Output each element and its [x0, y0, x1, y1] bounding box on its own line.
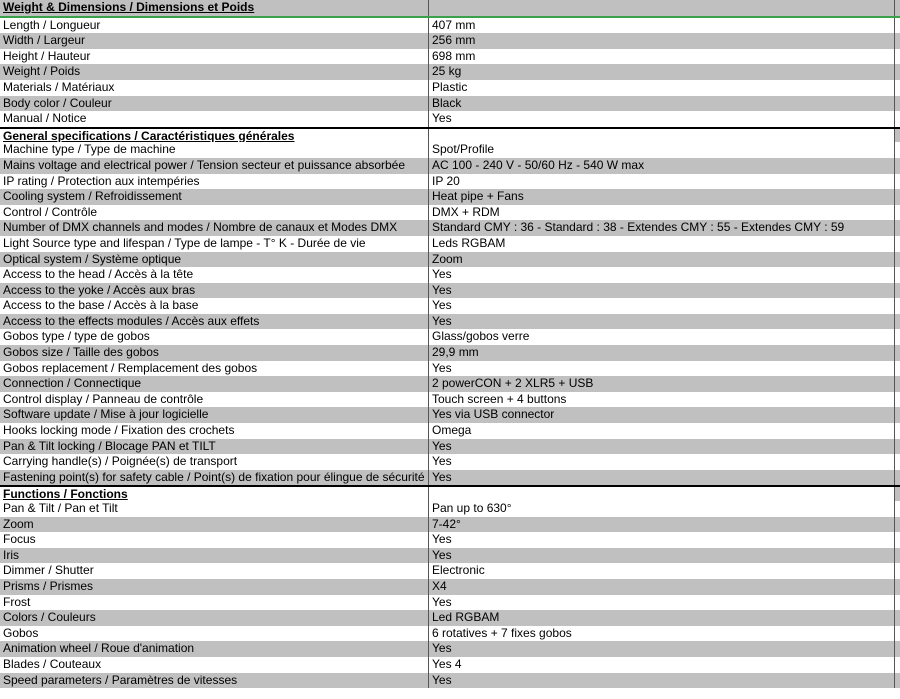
spec-label-cell[interactable]: IP rating / Protection aux intempéries: [3, 173, 200, 188]
spare-cell[interactable]: [894, 174, 900, 190]
spec-label-cell[interactable]: Body color / Couleur: [0, 96, 428, 112]
spec-value-cell[interactable]: Glass/gobos verre: [428, 329, 894, 345]
spec-label-cell[interactable]: Pan & Tilt / Pan et Tilt: [3, 501, 118, 515]
table-row[interactable]: [0, 314, 900, 330]
section-header-row[interactable]: [0, 485, 900, 501]
spare-cell[interactable]: [894, 517, 900, 533]
section-header-row[interactable]: [0, 0, 900, 16]
spec-label-cell[interactable]: Number of DMX channels and modes / Nombre de canaux et Modes DMX: [0, 220, 428, 236]
table-row[interactable]: [0, 361, 900, 377]
spare-cell[interactable]: [894, 64, 900, 80]
table-row[interactable]: [0, 673, 900, 689]
spare-cell[interactable]: [894, 49, 900, 65]
spare-cell[interactable]: [894, 345, 900, 361]
spec-value-cell[interactable]: Yes: [428, 314, 894, 330]
spec-value-cell[interactable]: Yes: [428, 673, 894, 689]
spare-cell[interactable]: [894, 189, 900, 205]
spare-cell[interactable]: [894, 298, 900, 314]
spec-label-cell[interactable]: Gobos: [3, 625, 39, 640]
spec-label-cell[interactable]: Dimmer / Shutter: [3, 563, 94, 578]
spec-label-cell[interactable]: Access to the base / Accès à la base: [3, 298, 199, 313]
table-row[interactable]: [0, 579, 900, 595]
spec-label-cell[interactable]: Zoom: [0, 517, 428, 533]
spec-value-cell[interactable]: Yes: [428, 548, 894, 564]
spare-cell[interactable]: [894, 142, 900, 158]
spec-label-cell[interactable]: Control display / Panneau de contrôle: [3, 391, 204, 406]
table-row[interactable]: [0, 252, 900, 268]
spare-cell[interactable]: [894, 314, 900, 330]
spare-cell[interactable]: [894, 641, 900, 657]
table-row[interactable]: [0, 610, 900, 626]
table-row[interactable]: [0, 96, 900, 112]
spare-cell[interactable]: [894, 252, 900, 268]
spare-cell[interactable]: [894, 33, 900, 49]
spec-value-cell[interactable]: 698 mm: [428, 49, 894, 65]
spec-value-cell[interactable]: 407 mm: [428, 18, 894, 34]
spec-value-cell[interactable]: 7-42°: [428, 517, 894, 533]
table-row[interactable]: [0, 298, 900, 314]
spec-value-cell[interactable]: 256 mm: [428, 33, 894, 49]
spec-value-cell[interactable]: 29,9 mm: [428, 345, 894, 361]
spec-label-cell[interactable]: Prisms / Prismes: [0, 579, 428, 595]
spec-value-cell[interactable]: Yes: [428, 111, 894, 127]
spec-value-cell[interactable]: X4: [428, 579, 894, 595]
spare-cell[interactable]: [894, 205, 900, 221]
table-row[interactable]: [0, 563, 900, 579]
spec-label-cell[interactable]: Light Source type and lifespan / Type de lampe - T° K - Durée de vie: [3, 235, 366, 250]
spec-value-cell[interactable]: Pan up to 630°: [428, 501, 894, 517]
spare-cell[interactable]: [894, 595, 900, 611]
spec-value-cell[interactable]: Yes: [428, 595, 894, 611]
spare-cell[interactable]: [894, 657, 900, 673]
table-row[interactable]: [0, 595, 900, 611]
spare-cell[interactable]: [894, 454, 900, 470]
spec-label-cell[interactable]: Length / Longueur: [3, 17, 101, 32]
spec-value-cell[interactable]: Omega: [428, 423, 894, 439]
spare-cell[interactable]: [894, 80, 900, 96]
spare-cell[interactable]: [894, 96, 900, 112]
spec-label-cell[interactable]: Software update / Mise à jour logicielle: [0, 407, 428, 423]
table-row[interactable]: [0, 236, 900, 252]
spec-label-cell[interactable]: Connection / Connectique: [0, 376, 428, 392]
spec-value-cell[interactable]: Yes: [428, 439, 894, 455]
spec-value-cell[interactable]: Yes: [428, 283, 894, 299]
spare-cell[interactable]: [894, 158, 900, 174]
spec-value-cell[interactable]: Zoom: [428, 252, 894, 268]
spec-value-cell[interactable]: Yes: [428, 641, 894, 657]
spec-value-cell[interactable]: Touch screen + 4 buttons: [428, 392, 894, 408]
spec-value-cell[interactable]: Yes: [428, 267, 894, 283]
spare-cell[interactable]: [894, 423, 900, 439]
table-row[interactable]: [0, 142, 900, 158]
spec-label-cell[interactable]: Gobos size / Taille des gobos: [0, 345, 428, 361]
spec-label-cell[interactable]: Mains voltage and electrical power / Tension secteur et puissance absorbée: [0, 158, 428, 174]
spare-cell[interactable]: [894, 470, 900, 486]
spec-label-cell[interactable]: Gobos type / type de gobos: [3, 329, 150, 344]
spec-label-cell[interactable]: Manual / Notice: [3, 111, 87, 126]
spec-label-cell[interactable]: Carrying handle(s) / Poignée(s) de transport: [3, 454, 238, 469]
spare-cell[interactable]: [894, 673, 900, 689]
spec-value-cell[interactable]: DMX + RDM: [428, 205, 894, 221]
spec-value-cell[interactable]: Leds RGBAM: [428, 236, 894, 252]
table-row[interactable]: [0, 532, 900, 548]
table-row[interactable]: [0, 423, 900, 439]
spec-label-cell[interactable]: Frost: [3, 594, 31, 609]
spec-label-cell[interactable]: Optical system / Système optique: [0, 252, 428, 268]
spec-value-cell[interactable]: Plastic: [428, 80, 894, 96]
table-row[interactable]: [0, 158, 900, 174]
section-title[interactable]: General specifications / Caractéristiques générales: [3, 128, 295, 143]
table-row[interactable]: [0, 641, 900, 657]
spare-cell[interactable]: [894, 563, 900, 579]
spare-cell[interactable]: [894, 283, 900, 299]
section-title[interactable]: Functions / Fonctions: [3, 487, 128, 501]
spec-label-cell[interactable]: Weight / Poids: [0, 64, 428, 80]
spare-cell[interactable]: [894, 236, 900, 252]
spec-value-cell[interactable]: Yes: [428, 470, 894, 486]
table-row[interactable]: [0, 111, 900, 127]
spec-label-cell[interactable]: Access to the effects modules / Accès aux effets: [0, 314, 428, 330]
spare-cell[interactable]: [894, 392, 900, 408]
section-title[interactable]: Weight & Dimensions / Dimensions et Poids: [0, 0, 428, 16]
spec-label-cell[interactable]: Cooling system / Refroidissement: [0, 189, 428, 205]
spec-value-cell[interactable]: Yes 4: [428, 657, 894, 673]
table-row[interactable]: [0, 18, 900, 34]
spec-label-cell[interactable]: Fastening point(s) for safety cable / Point(s) de fixation pour élingue de sécurité: [0, 470, 428, 486]
table-row[interactable]: [0, 220, 900, 236]
spec-value-cell[interactable]: Yes: [428, 298, 894, 314]
spec-label-cell[interactable]: Control / Contrôle: [3, 204, 98, 219]
table-row[interactable]: [0, 470, 900, 486]
table-row[interactable]: [0, 439, 900, 455]
spare-cell[interactable]: [894, 487, 900, 501]
spare-cell[interactable]: [894, 361, 900, 377]
spec-value-cell[interactable]: [428, 487, 894, 501]
spec-label-cell[interactable]: Focus: [3, 532, 36, 547]
table-row[interactable]: [0, 189, 900, 205]
table-row[interactable]: [0, 267, 900, 283]
spare-cell[interactable]: [894, 267, 900, 283]
spec-value-cell[interactable]: [428, 0, 894, 16]
spare-cell[interactable]: [894, 111, 900, 127]
spec-value-cell[interactable]: 2 powerCON + 2 XLR5 + USB: [428, 376, 894, 392]
spec-label-cell[interactable]: Iris: [0, 548, 428, 564]
table-row[interactable]: [0, 80, 900, 96]
spec-value-cell[interactable]: AC 100 - 240 V - 50/60 Hz - 540 W max: [428, 158, 894, 174]
table-row[interactable]: [0, 657, 900, 673]
table-row[interactable]: [0, 49, 900, 65]
spare-cell[interactable]: [894, 439, 900, 455]
spec-label-cell[interactable]: Access to the yoke / Accès aux bras: [0, 283, 428, 299]
table-row[interactable]: [0, 329, 900, 345]
spec-value-cell[interactable]: Electronic: [428, 563, 894, 579]
spec-label-cell[interactable]: Blades / Couteaux: [3, 656, 102, 671]
spec-value-cell[interactable]: Yes via USB connector: [428, 407, 894, 423]
spec-value-cell[interactable]: Yes: [428, 454, 894, 470]
spare-cell[interactable]: [894, 532, 900, 548]
spec-value-cell[interactable]: Led RGBAM: [428, 610, 894, 626]
spec-value-cell[interactable]: Black: [428, 96, 894, 112]
spare-cell[interactable]: [894, 548, 900, 564]
spare-cell[interactable]: [894, 376, 900, 392]
spare-cell[interactable]: [894, 0, 900, 16]
spare-cell[interactable]: [894, 579, 900, 595]
table-row[interactable]: [0, 205, 900, 221]
table-row[interactable]: [0, 283, 900, 299]
table-row[interactable]: [0, 345, 900, 361]
spec-label-cell[interactable]: Pan & Tilt locking / Blocage PAN et TILT: [0, 439, 428, 455]
table-row[interactable]: [0, 501, 900, 517]
spec-label-cell[interactable]: Width / Largeur: [0, 33, 428, 49]
spare-cell[interactable]: [894, 129, 900, 143]
spare-cell[interactable]: [894, 610, 900, 626]
spec-label-cell[interactable]: Speed parameters / Paramètres de vitesses: [0, 673, 428, 689]
table-row[interactable]: [0, 548, 900, 564]
spec-label-cell[interactable]: Colors / Couleurs: [0, 610, 428, 626]
spec-value-cell[interactable]: 25 kg: [428, 64, 894, 80]
spare-cell[interactable]: [894, 626, 900, 642]
spec-value-cell[interactable]: Standard CMY : 36 - Standard : 38 - Extendes CMY : 55 - Extendes CMY : 59: [428, 220, 894, 236]
spare-cell[interactable]: [894, 407, 900, 423]
section-header-row[interactable]: [0, 127, 900, 143]
spare-cell[interactable]: [894, 501, 900, 517]
spec-value-cell[interactable]: 6 rotatives + 7 fixes gobos: [428, 626, 894, 642]
table-row[interactable]: [0, 392, 900, 408]
table-row[interactable]: [0, 174, 900, 190]
spare-cell[interactable]: [894, 329, 900, 345]
spec-value-cell[interactable]: Yes: [428, 532, 894, 548]
spec-label-cell[interactable]: Hooks locking mode / Fixation des crochets: [3, 423, 235, 438]
spec-value-cell[interactable]: Heat pipe + Fans: [428, 189, 894, 205]
spec-value-cell[interactable]: Spot/Profile: [428, 142, 894, 158]
spec-label-cell[interactable]: Access to the head / Accès à la tête: [3, 267, 194, 282]
spec-label-cell[interactable]: Animation wheel / Roue d'animation: [0, 641, 428, 657]
spec-label-cell[interactable]: Gobos replacement / Remplacement des gobos: [3, 360, 258, 375]
spec-label-cell[interactable]: Machine type / Type de machine: [3, 142, 176, 157]
spec-value-cell[interactable]: IP 20: [428, 174, 894, 190]
table-row[interactable]: [0, 376, 900, 392]
table-row[interactable]: [0, 454, 900, 470]
spec-label-cell[interactable]: Height / Hauteur: [3, 48, 91, 63]
spec-value-cell[interactable]: [428, 129, 894, 143]
table-row[interactable]: [0, 33, 900, 49]
table-row[interactable]: [0, 64, 900, 80]
spare-cell[interactable]: [894, 220, 900, 236]
table-row[interactable]: [0, 517, 900, 533]
table-row[interactable]: [0, 407, 900, 423]
table-row[interactable]: [0, 626, 900, 642]
spec-label-cell[interactable]: Materials / Matériaux: [3, 79, 115, 94]
spec-value-cell[interactable]: Yes: [428, 361, 894, 377]
spare-cell[interactable]: [894, 18, 900, 34]
